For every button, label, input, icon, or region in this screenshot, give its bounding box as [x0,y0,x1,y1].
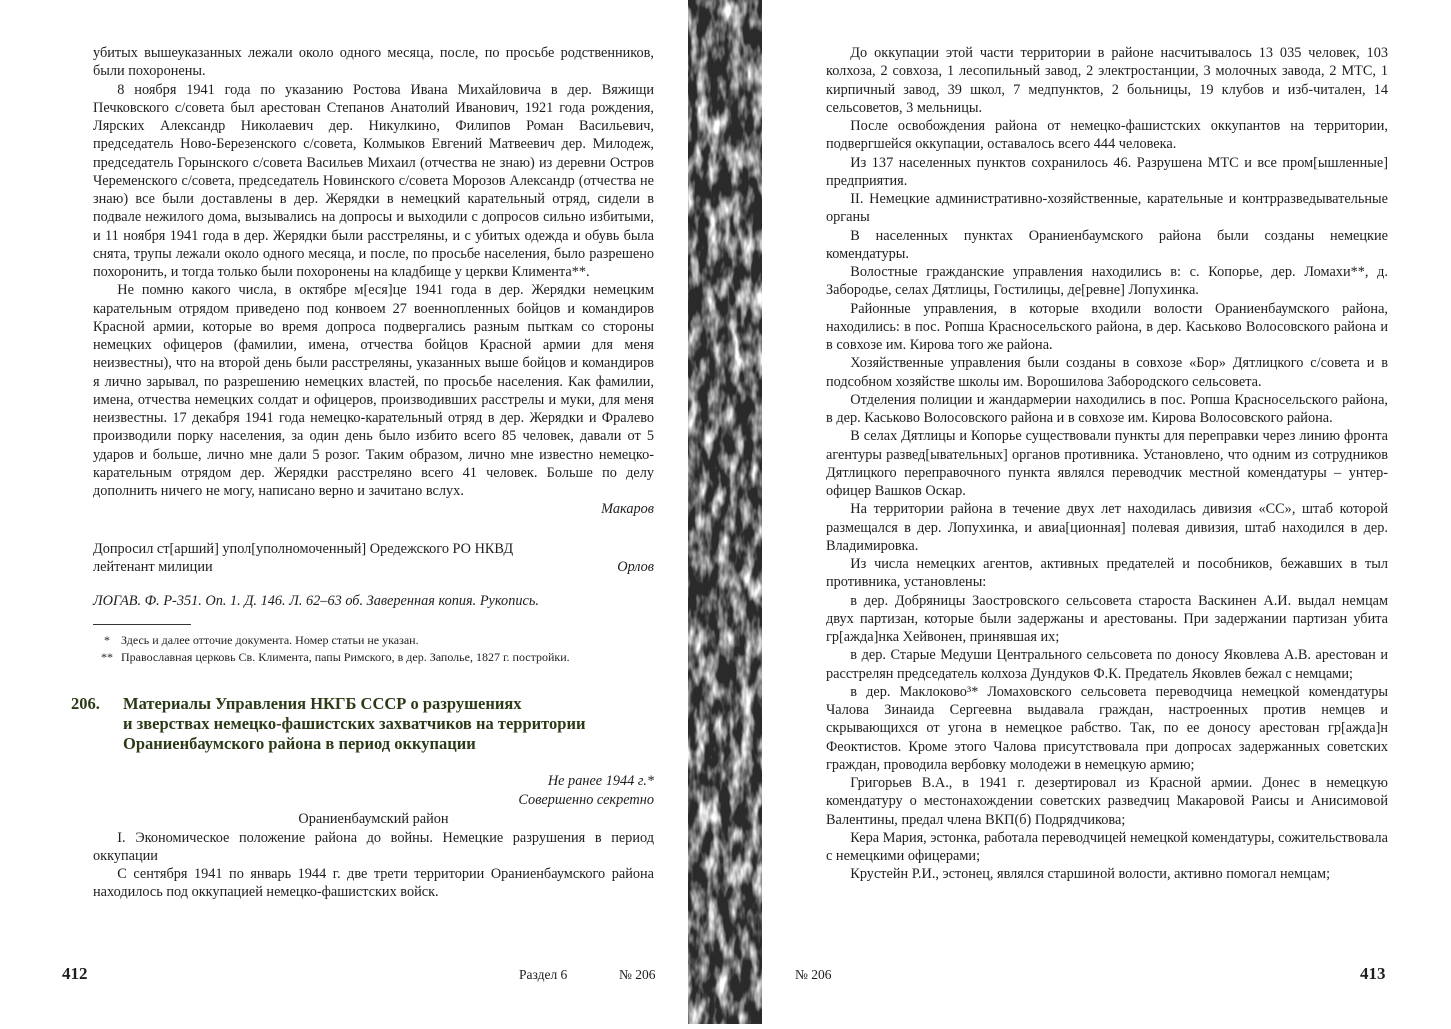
paragraph: Кера Мария, эстонка, работала переводчицей немецкой комендатуры, сожительствовала с немецкими офицерами; [826,829,1388,864]
running-doc-number: № 206 [619,967,656,982]
document-title-line: Материалы Управления НКГБ СССР о разрушениях [123,694,522,714]
document-title-line: и зверствах немецко-фашистских захватчиков на территории [123,714,586,734]
paragraph: Хозяйственные управления были созданы в совхозе «Бор» Дятлицкого с/совета и в подсобном хозяйстве школы им. Ворошилова Забородского сельсовета. [826,355,1388,390]
document-heading [71,694,654,754]
interrogator-name: Орлов [617,558,654,575]
left-text-column [71,44,654,902]
archive-source: ЛОГАВ. Ф. Р-351. Оп. 1. Д. 146. Л. 62–63 об. Заверенная копия. Рукопись. [93,593,539,609]
paragraph: Крустейн Р.И., эстонец, являлся старшиной волости, активно помогал немцам; [850,866,1331,883]
document-title [123,694,585,754]
footnote [93,632,654,649]
footnote-mark: ** [101,650,113,665]
page-number: 412 [62,964,88,983]
document-date-block [93,772,654,810]
section-heading: II. Немецкие административно-хозяйственные, карательные и контрразведывательные органы [826,191,1388,226]
paragraph: Не помню какого числа, в октябре м[еся]це 1941 года в дер. Жерядки немецким карательным отрядом приведено под конвоем 27 военнопленных бойцов и командиров Красной армии, которые во время допроса подвергались разным пыткам со стороны немецких офицеров (фамилии, имена, отчества бойцов Красной армии для меня неизвестны), что на второй день были расстреляны, указанных выше бойцов и командиров я лично зарывал, по разрешению немецких властей, по просьбе населения. Как фамилии, имена, отчества немецких солдат и офицеров, производивших расстрелы и муки, для меня неизвестны. 17 декабря 1941 года немецко-карательный отряд в дер. Жерядки и Фралево производили порку населения, за один день было избито всего 85 человек, давали от 5 ударов и больше, лично мне дали 5 розог. Таким образом, лично мне известно немецко- карательным отрядом дер. Жерядки расстреляно всего 41 человек. Больше по делу дополнить ничего не могу, написано верно и зачитано вслух. [93,282,654,499]
paragraph: Григорьев В.А., в 1941 г. дезертировал из Красной армии. Донес в немецкую комендатуру о местонахождении советских разведчиц Макаровой Раисы и Анисимовой Валентины, предал члена ВКП(б) Подрядчикова; [826,775,1388,828]
document-number: 206. [71,694,100,714]
paragraph: С сентября 1941 по январь 1944 г. две трети территории Ораниенбаумского района находилось под оккупацией немецко-фашистских войск. [93,866,654,901]
footnote-mark: * [104,633,110,648]
district-title: Ораниенбаумский район [298,811,449,828]
interrogator-row [93,558,654,576]
paragraph: Районные управления, в которые входили волости Ораниенбаумского района, находились: в пос. Ропша Красносельского района, в дер. Каськово Волосовского района и в совхозе им. Кирова того же района. [826,300,1388,353]
paragraph: Отделения полиции и жандармерии находились в пос. Ропша Красносельского района, в дер. Каськово Волосовского района и в совхозе им. Кирова Волосовского района. [826,391,1388,426]
document-date: Не ранее 1944 г.* [547,773,654,790]
right-page [764,0,1451,1024]
right-text-column [826,44,1388,884]
running-section: Раздел 6 [519,967,568,982]
document-title-line: Ораниенбаумского района в период оккупации [123,734,476,754]
paragraph: Из числа немецких агентов, активных предателей и пособников, бежавших в тыл противника, установлены: [826,556,1388,591]
paragraph: После освобождения района от немецко-фашистских оккупантов на территории, подвергшейся оккупации, оставалось всего 444 человека. [826,118,1388,153]
paragraph: в дер. Добряницы Заостровского сельсовета староста Васкинен А.И. выдал немцам двух партизан, которые были задержаны и арестованы. При задержании партизан убита гр[ажда]нка Хейвонен, принявшая их; [826,592,1388,645]
footnote [93,649,654,666]
paragraph: В селах Дятлицы и Копорье существовали пункты для переправки через линию фронта агентуры развед[ывательных] органов противника. Установлено, что одним из сотрудников Дятлицкого переправочного пункта являлся переводчик местной комендатуры – унтер-офицер Вашков Оскар. [826,428,1388,499]
page-number: 413 [1360,964,1386,983]
classification: Совершенно секретно [518,792,654,809]
paragraph: 8 ноября 1941 года по указанию Ростова Ивана Михайловича в дер. Вяжищи Печковского с/совета был арестован Степанов Анатолий Иванович, 1921 года рождения, Лярских Александр Николаевич дер. Никулкино, Филипов Роман Васильевич, председатель Ново-Березенского с/совета, Колмыков Евгений Матвеевич дер. Милодеж, председатель Горынского с/совета Васильев Михаил (отчества не знаю) из деревни Остров Череменского с/совета, председатель Новинского с/совета Морозов Александр (отчества не знаю) все были доставлены в дер. Жерядки в немецкий карательный отряд, сидели в подвале нежилого дома, вызывались на допросы и выходили с допросов сильно избитыми, и 11 ноября 1941 года в дер. Жерядки были расстреляны, и с убитых одежда и обувь была снята, трупы лежали около одного месяца, и после, по просьбе населения, было разрешено похоронить, и тогда только были похоронены на кладбище у церкви Климента**. [93,81,654,280]
section-heading: I. Экономическое положение района до войны. Немецкие разрушения в период оккупации [93,829,654,864]
left-page [0,0,686,1024]
interrogator-line: Допросил ст[арший] упол[уполномоченный] Оредежского РО НКВД [93,540,514,557]
gutter-texture [686,0,764,1024]
paragraph: Из 137 населенных пунктов сохранилось 46. Разрушена МТС и все пром[ышленные] предприятия. [826,154,1388,189]
gutter-texture-graphic [686,0,764,1024]
paragraph: в дер. Старые Медуши Центрального сельсовета по доносу Яковлева А.В. арестован и расстрелян председатель колхоза Дундуков Ф.К. Предатель Яковлев бежал с немцами; [826,647,1388,682]
footnote-text: Православная церковь Св. Климента, папы Римского, в дер. Заполье, 1827 г. постройки. [121,650,570,665]
paragraph: В населенных пунктах Ораниенбаумского района были созданы немецкие комендатуры. [826,227,1388,262]
paragraph: убитых вышеуказанных лежали около одного месяца, после, по просьбе родственников, были похоронены. [93,45,654,80]
paragraph: До оккупации этой части территории в районе насчитывалось 13 035 человек, 103 колхоза, 2 совхоза, 1 лесопильный завод, 2 электростанции, 3 молочных завода, 2 МТС, 1 кирпичный завод, 39 школ, 7 медпунктов, 2 больницы, 19 клубов и изб-читален, 14 сельсоветов, 3 мельницы. [826,45,1388,116]
paragraph: На территории района в течение двух лет находилась дивизия «СС», штаб которой размещался в дер. Лопухинка, и авиа[ционная] полевая дивизия, штаб находился в дер. Владимировка. [826,501,1388,554]
interrogator-rank: лейтенант милиции [93,558,213,575]
signature: Макаров [601,501,654,518]
footnote-text: Здесь и далее отточие документа. Номер статьи не указан. [121,633,419,648]
running-doc-number: № 206 [795,967,832,982]
paragraph: Волостные гражданские управления находились в: с. Копорье, дер. Ломахи**, д. Забородье, селах Дятлицы, Гостилицы, де[ревне] Лопухинка. [826,264,1388,299]
footnote-rule [93,624,191,625]
paragraph: в дер. Маклоково³* Ломаховского сельсовета переводчица немецкой комендатуры Чалова Зинаида Сергеевна выдавала граждан, настроенных против немцев и скрывающихся от угона в немецкое рабство. Так, по ее доносу арестован гр[ажда]н Феоктистов. Кроме этого Чалова присутствовала при допросах задержанных советских граждан, проводила вербовку молодежи в немецкую армию; [826,683,1388,773]
